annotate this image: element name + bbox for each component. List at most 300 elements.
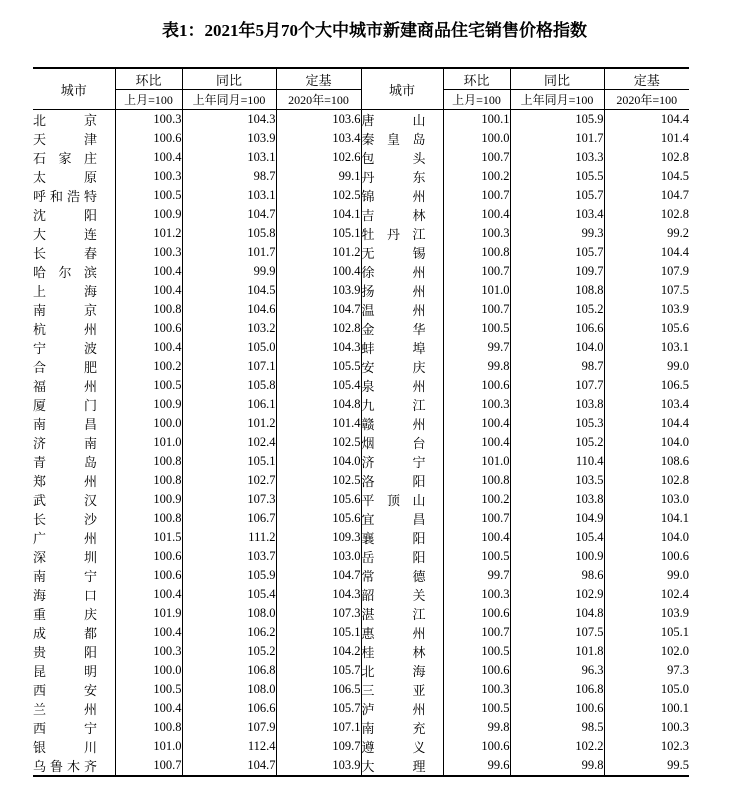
header-mom-left: 环比 — [115, 68, 182, 90]
fixed-base-value: 105.1 — [604, 623, 689, 642]
city-name: 徐州 — [361, 265, 426, 280]
city-name: 南充 — [361, 721, 426, 736]
header-fixed-base-right: 2020年=100 — [604, 90, 689, 110]
fixed-base-value: 102.5 — [276, 186, 361, 205]
city-name: 西安 — [33, 683, 97, 698]
fixed-base-value: 103.4 — [604, 395, 689, 414]
city-name: 安庆 — [361, 360, 426, 375]
yoy-value: 103.8 — [510, 395, 604, 414]
city-cell-right — [361, 699, 443, 718]
city-name: 岳阳 — [361, 550, 426, 565]
city-cell-left — [33, 243, 115, 262]
city-name: 重庆 — [33, 607, 97, 622]
city-name: 金华 — [361, 322, 426, 337]
mom-value: 100.0 — [115, 661, 182, 680]
city-cell-right — [361, 224, 443, 243]
table-row — [33, 300, 689, 319]
mom-value: 100.2 — [115, 357, 182, 376]
mom-value: 100.5 — [443, 699, 510, 718]
fixed-base-value: 102.8 — [604, 471, 689, 490]
mom-value: 100.6 — [115, 547, 182, 566]
yoy-value: 107.9 — [182, 718, 276, 737]
city-name: 南昌 — [33, 417, 97, 432]
city-cell-right — [361, 585, 443, 604]
city-cell-right — [361, 281, 443, 300]
city-name: 大理 — [361, 759, 426, 774]
yoy-value: 99.3 — [510, 224, 604, 243]
yoy-value: 98.7 — [510, 357, 604, 376]
yoy-value: 99.8 — [510, 756, 604, 776]
city-cell-right — [361, 452, 443, 471]
city-cell-left — [33, 490, 115, 509]
mom-value: 100.4 — [443, 205, 510, 224]
yoy-value: 106.8 — [510, 680, 604, 699]
city-cell-left — [33, 395, 115, 414]
city-name: 南京 — [33, 303, 97, 318]
city-name: 长春 — [33, 246, 97, 261]
city-cell-right — [361, 547, 443, 566]
yoy-value: 105.9 — [182, 566, 276, 585]
fixed-base-value: 102.8 — [276, 319, 361, 338]
city-name: 平顶山 — [361, 493, 426, 508]
fixed-base-value: 103.1 — [604, 338, 689, 357]
city-name: 大连 — [33, 227, 97, 242]
city-cell-left — [33, 319, 115, 338]
table-row — [33, 718, 689, 737]
yoy-value: 106.7 — [182, 509, 276, 528]
mom-value: 100.1 — [443, 110, 510, 130]
city-name: 合肥 — [33, 360, 97, 375]
header-city-right: 城市 — [361, 68, 443, 110]
fixed-base-value: 104.0 — [276, 452, 361, 471]
city-name: 锦州 — [361, 189, 426, 204]
city-name: 济宁 — [361, 455, 426, 470]
yoy-value: 108.0 — [182, 604, 276, 623]
fixed-base-value: 105.6 — [276, 490, 361, 509]
fixed-base-value: 100.1 — [604, 699, 689, 718]
mom-value: 100.8 — [443, 243, 510, 262]
city-cell-left — [33, 205, 115, 224]
mom-value: 100.6 — [443, 604, 510, 623]
yoy-value: 105.4 — [182, 585, 276, 604]
yoy-value: 112.4 — [182, 737, 276, 756]
mom-value: 100.0 — [115, 414, 182, 433]
fixed-base-value: 104.7 — [276, 300, 361, 319]
table-row — [33, 414, 689, 433]
city-name: 青岛 — [33, 455, 97, 470]
mom-value: 100.6 — [115, 129, 182, 148]
city-name: 天津 — [33, 132, 97, 147]
fixed-base-value: 104.3 — [276, 585, 361, 604]
fixed-base-value: 104.4 — [604, 243, 689, 262]
city-name: 济南 — [33, 436, 97, 451]
yoy-value: 102.9 — [510, 585, 604, 604]
city-cell-left — [33, 262, 115, 281]
city-cell-right — [361, 357, 443, 376]
fixed-base-value: 103.0 — [604, 490, 689, 509]
fixed-base-value: 103.9 — [604, 300, 689, 319]
header-fixed-left: 定基 — [276, 68, 361, 90]
city-cell-right — [361, 718, 443, 737]
fixed-base-value: 102.6 — [276, 148, 361, 167]
yoy-value: 98.5 — [510, 718, 604, 737]
table-row — [33, 756, 689, 776]
city-cell-left — [33, 186, 115, 205]
fixed-base-value: 103.0 — [276, 547, 361, 566]
mom-value: 100.3 — [443, 395, 510, 414]
yoy-value: 102.2 — [510, 737, 604, 756]
fixed-base-value: 105.7 — [276, 699, 361, 718]
fixed-base-value: 106.5 — [604, 376, 689, 395]
fixed-base-value: 99.5 — [604, 756, 689, 776]
fixed-base-value: 105.6 — [604, 319, 689, 338]
yoy-value: 104.8 — [510, 604, 604, 623]
city-cell-left — [33, 433, 115, 452]
header-fixed-right: 定基 — [604, 68, 689, 90]
yoy-value: 107.1 — [182, 357, 276, 376]
yoy-value: 106.2 — [182, 623, 276, 642]
city-name: 丹东 — [361, 170, 426, 185]
fixed-base-value: 105.6 — [276, 509, 361, 528]
mom-value: 100.7 — [115, 756, 182, 776]
header-mom-base-right: 上月=100 — [443, 90, 510, 110]
city-name: 银川 — [33, 740, 97, 755]
city-cell-right — [361, 490, 443, 509]
fixed-base-value: 103.9 — [276, 281, 361, 300]
city-name: 深圳 — [33, 550, 97, 565]
table-row — [33, 585, 689, 604]
city-name: 襄阳 — [361, 531, 426, 546]
yoy-value: 104.0 — [510, 338, 604, 357]
yoy-value: 103.3 — [510, 148, 604, 167]
city-cell-right — [361, 737, 443, 756]
fixed-base-value: 97.3 — [604, 661, 689, 680]
fixed-base-value: 102.5 — [276, 433, 361, 452]
mom-value: 100.8 — [115, 509, 182, 528]
yoy-value: 108.0 — [182, 680, 276, 699]
city-name: 秦皇岛 — [361, 132, 426, 147]
city-cell-left — [33, 623, 115, 642]
mom-value: 100.8 — [443, 471, 510, 490]
table-row — [33, 395, 689, 414]
city-name: 韶关 — [361, 588, 426, 603]
table-row — [33, 186, 689, 205]
yoy-value: 105.8 — [182, 224, 276, 243]
yoy-value: 103.4 — [510, 205, 604, 224]
city-cell-right — [361, 262, 443, 281]
city-cell-right — [361, 376, 443, 395]
fixed-base-value: 109.7 — [276, 737, 361, 756]
mom-value: 100.8 — [115, 471, 182, 490]
mom-value: 101.0 — [443, 452, 510, 471]
city-cell-right — [361, 661, 443, 680]
table-row — [33, 319, 689, 338]
city-name: 唐山 — [361, 113, 426, 128]
mom-value: 99.8 — [443, 357, 510, 376]
city-name: 惠州 — [361, 626, 426, 641]
header-city-left: 城市 — [33, 68, 115, 110]
mom-value: 101.2 — [115, 224, 182, 243]
city-name: 石家庄 — [33, 151, 97, 166]
city-cell-left — [33, 376, 115, 395]
fixed-base-value: 102.4 — [604, 585, 689, 604]
page-title: 表1：2021年5月70个大中城市新建商品住宅销售价格指数 — [162, 21, 587, 40]
city-cell-right — [361, 110, 443, 130]
table-row — [33, 281, 689, 300]
fixed-base-value: 104.3 — [276, 338, 361, 357]
mom-value: 100.9 — [115, 490, 182, 509]
city-name: 九江 — [361, 398, 426, 413]
city-name: 西宁 — [33, 721, 97, 736]
yoy-value: 103.2 — [182, 319, 276, 338]
fixed-base-value: 102.3 — [604, 737, 689, 756]
yoy-value: 103.9 — [182, 129, 276, 148]
mom-value: 100.3 — [115, 642, 182, 661]
fixed-base-value: 102.5 — [276, 471, 361, 490]
mom-value: 100.9 — [115, 205, 182, 224]
table-row — [33, 167, 689, 186]
city-name: 北海 — [361, 664, 426, 679]
yoy-value: 107.7 — [510, 376, 604, 395]
table-row — [33, 566, 689, 585]
table-row — [33, 376, 689, 395]
mom-value: 100.3 — [443, 224, 510, 243]
table-header — [33, 68, 689, 110]
mom-value: 100.3 — [443, 585, 510, 604]
yoy-value: 105.1 — [182, 452, 276, 471]
fixed-base-value: 107.3 — [276, 604, 361, 623]
mom-value: 100.7 — [443, 509, 510, 528]
yoy-value: 101.8 — [510, 642, 604, 661]
city-cell-left — [33, 281, 115, 300]
yoy-value: 101.2 — [182, 414, 276, 433]
city-cell-right — [361, 300, 443, 319]
fixed-base-value: 105.4 — [276, 376, 361, 395]
city-cell-right — [361, 148, 443, 167]
yoy-value: 104.9 — [510, 509, 604, 528]
yoy-value: 105.5 — [510, 167, 604, 186]
table-row — [33, 452, 689, 471]
yoy-value: 98.6 — [510, 566, 604, 585]
table-body — [33, 110, 689, 777]
city-name: 湛江 — [361, 607, 426, 622]
mom-value: 100.5 — [443, 547, 510, 566]
city-cell-left — [33, 129, 115, 148]
price-index-table — [33, 67, 689, 777]
yoy-value: 104.7 — [182, 756, 276, 776]
city-name: 包头 — [361, 151, 426, 166]
city-cell-left — [33, 338, 115, 357]
fixed-base-value: 104.8 — [276, 395, 361, 414]
yoy-value: 103.1 — [182, 186, 276, 205]
mom-value: 100.4 — [443, 528, 510, 547]
header-mom-base-left: 上月=100 — [115, 90, 182, 110]
city-cell-right — [361, 129, 443, 148]
mom-value: 100.4 — [115, 338, 182, 357]
fixed-base-value: 107.1 — [276, 718, 361, 737]
fixed-base-value: 99.1 — [276, 167, 361, 186]
fixed-base-value: 108.6 — [604, 452, 689, 471]
city-name: 泸州 — [361, 702, 426, 717]
city-cell-right — [361, 680, 443, 699]
yoy-value: 105.2 — [182, 642, 276, 661]
yoy-value: 104.5 — [182, 281, 276, 300]
city-cell-right — [361, 623, 443, 642]
mom-value: 100.5 — [115, 680, 182, 699]
city-name: 北京 — [33, 113, 97, 128]
mom-value: 100.3 — [115, 243, 182, 262]
table-row — [33, 699, 689, 718]
city-cell-right — [361, 167, 443, 186]
city-name: 宁波 — [33, 341, 97, 356]
yoy-value: 105.7 — [510, 186, 604, 205]
header-yoy-left: 同比 — [182, 68, 276, 90]
mom-value: 101.0 — [115, 433, 182, 452]
city-name: 烟台 — [361, 436, 426, 451]
mom-value: 100.7 — [443, 148, 510, 167]
fixed-base-value: 104.0 — [604, 528, 689, 547]
table-row — [33, 623, 689, 642]
mom-value: 100.4 — [115, 699, 182, 718]
yoy-value: 104.3 — [182, 110, 276, 130]
city-cell-right — [361, 319, 443, 338]
city-cell-left — [33, 167, 115, 186]
fixed-base-value: 105.0 — [604, 680, 689, 699]
header-yoy-right: 同比 — [510, 68, 604, 90]
city-cell-right — [361, 528, 443, 547]
mom-value: 101.0 — [443, 281, 510, 300]
table-row — [33, 262, 689, 281]
yoy-value: 102.7 — [182, 471, 276, 490]
fixed-base-value: 100.6 — [604, 547, 689, 566]
mom-value: 100.5 — [115, 186, 182, 205]
city-cell-left — [33, 585, 115, 604]
city-name: 沈阳 — [33, 208, 97, 223]
table-row — [33, 148, 689, 167]
fixed-base-value: 102.8 — [604, 205, 689, 224]
fixed-base-value: 102.0 — [604, 642, 689, 661]
city-name: 福州 — [33, 379, 97, 394]
city-name: 海口 — [33, 588, 97, 603]
table-row — [33, 642, 689, 661]
city-cell-left — [33, 528, 115, 547]
city-name: 贵阳 — [33, 645, 97, 660]
fixed-base-value: 105.1 — [276, 224, 361, 243]
mom-value: 101.5 — [115, 528, 182, 547]
mom-value: 100.5 — [443, 642, 510, 661]
city-cell-right — [361, 604, 443, 623]
yoy-value: 105.0 — [182, 338, 276, 357]
mom-value: 100.5 — [443, 319, 510, 338]
mom-value: 100.2 — [443, 490, 510, 509]
city-cell-right — [361, 414, 443, 433]
mom-value: 100.8 — [115, 300, 182, 319]
city-cell-left — [33, 357, 115, 376]
table-row — [33, 528, 689, 547]
city-name: 三亚 — [361, 683, 426, 698]
mom-value: 100.3 — [115, 110, 182, 130]
mom-value: 100.7 — [443, 262, 510, 281]
yoy-value: 104.6 — [182, 300, 276, 319]
yoy-value: 108.8 — [510, 281, 604, 300]
city-name: 遵义 — [361, 740, 426, 755]
city-name: 呼和浩特 — [33, 189, 97, 204]
fixed-base-value: 104.4 — [604, 414, 689, 433]
city-cell-left — [33, 718, 115, 737]
city-name: 乌鲁木齐 — [33, 759, 97, 774]
fixed-base-value: 104.7 — [276, 566, 361, 585]
mom-value: 100.4 — [443, 433, 510, 452]
mom-value: 100.6 — [443, 737, 510, 756]
yoy-value: 101.7 — [510, 129, 604, 148]
city-name: 牡丹江 — [361, 227, 426, 242]
table-row — [33, 129, 689, 148]
city-cell-left — [33, 471, 115, 490]
city-cell-left — [33, 414, 115, 433]
city-cell-left — [33, 699, 115, 718]
yoy-value: 105.2 — [510, 300, 604, 319]
city-name: 兰州 — [33, 702, 97, 717]
mom-value: 100.6 — [443, 376, 510, 395]
yoy-value: 99.9 — [182, 262, 276, 281]
fixed-base-value: 104.7 — [604, 186, 689, 205]
city-cell-left — [33, 737, 115, 756]
yoy-value: 100.9 — [510, 547, 604, 566]
fixed-base-value: 105.1 — [276, 623, 361, 642]
city-name: 厦门 — [33, 398, 97, 413]
table-row — [33, 509, 689, 528]
yoy-value: 110.4 — [510, 452, 604, 471]
city-cell-left — [33, 148, 115, 167]
table-row — [33, 433, 689, 452]
city-name: 上海 — [33, 284, 97, 299]
table-row — [33, 224, 689, 243]
yoy-value: 105.7 — [510, 243, 604, 262]
fixed-base-value: 109.3 — [276, 528, 361, 547]
fixed-base-value: 104.1 — [276, 205, 361, 224]
mom-value: 101.0 — [115, 737, 182, 756]
header-yoy-base-left: 上年同月=100 — [182, 90, 276, 110]
city-name: 无锡 — [361, 246, 426, 261]
city-cell-left — [33, 661, 115, 680]
fixed-base-value: 99.0 — [604, 566, 689, 585]
mom-value: 100.3 — [443, 680, 510, 699]
header-fixed-base-left: 2020年=100 — [276, 90, 361, 110]
fixed-base-value: 103.9 — [604, 604, 689, 623]
mom-value: 99.8 — [443, 718, 510, 737]
table-row — [33, 338, 689, 357]
mom-value: 100.4 — [115, 623, 182, 642]
mom-value: 100.9 — [115, 395, 182, 414]
table-row — [33, 661, 689, 680]
city-name: 杭州 — [33, 322, 97, 337]
fixed-base-value: 107.5 — [604, 281, 689, 300]
mom-value: 99.6 — [443, 756, 510, 776]
yoy-value: 105.4 — [510, 528, 604, 547]
city-cell-left — [33, 110, 115, 130]
table-row — [33, 737, 689, 756]
fixed-base-value: 100.3 — [604, 718, 689, 737]
table-row — [33, 243, 689, 262]
yoy-value: 98.7 — [182, 167, 276, 186]
mom-value: 100.6 — [443, 661, 510, 680]
table-row — [33, 680, 689, 699]
yoy-value: 105.9 — [510, 110, 604, 130]
city-name: 昆明 — [33, 664, 97, 679]
yoy-value: 107.5 — [510, 623, 604, 642]
fixed-base-value: 103.4 — [276, 129, 361, 148]
yoy-value: 106.6 — [182, 699, 276, 718]
